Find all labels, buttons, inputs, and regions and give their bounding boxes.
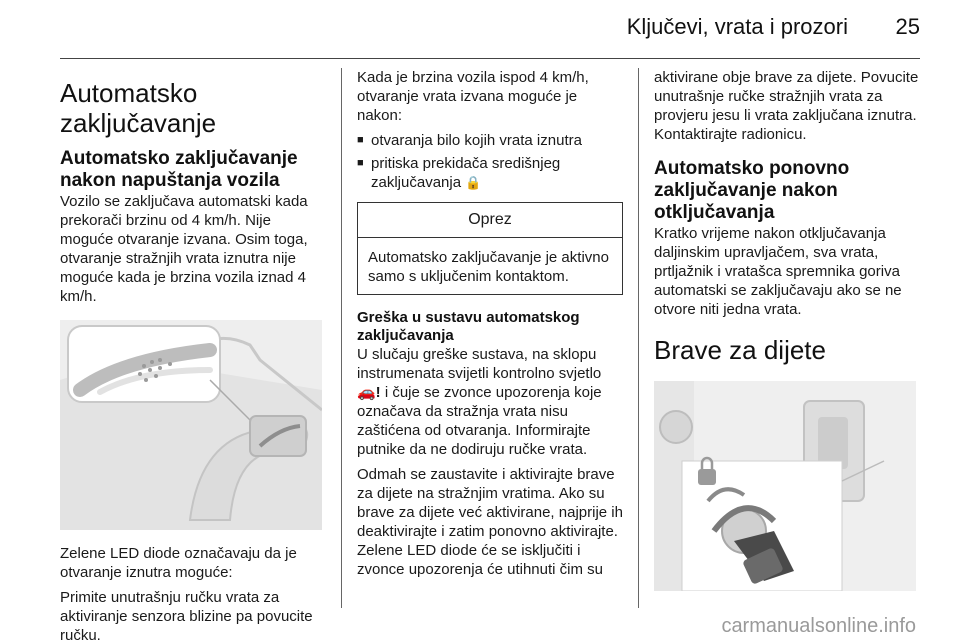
section-heading: Automatsko zaključavanje: [60, 78, 217, 138]
paragraph: Odmah se zaustavite i aktivirajte brave za dijete na stražnjim vratima. Ako su brave za dijete već aktivirane, najprije ih deaktivirajte i zatim ponovno aktivirajte. Zelene LED diode će se isključiti i zvonce upozorenja će utihnuti čim su: [357, 466, 623, 578]
column-divider: [341, 68, 342, 608]
paragraph: aktivirane obje brave za dijete. Povucite unutrašnje ručke stražnjih vrata za provjeru jesu li vrata zaključana iznutra. Kontaktirajte radionicu.: [654, 69, 919, 143]
column-2: [357, 68, 623, 585]
paragraph: Kada je brzina vozila ispod 4 km/h, otvaranje vrata izvana moguće je nakon:: [357, 69, 589, 124]
door-handle-image: [60, 320, 322, 530]
door-warning-icon: 🚗!: [357, 384, 381, 401]
paragraph: Primite unutrašnju ručku vrata za aktiviranje senzora blizine pa povucite ručku.: [60, 589, 313, 642]
paragraph-text: i čuje se zvonce upozorenja koje označava da stražnja vrata nisu zaštićena od otvaranja. Informirajte putnike da ne dodiruju ručke vrata.: [357, 384, 602, 458]
subsection-heading: Greška u sustavu automatskog zaključavanja: [357, 309, 580, 344]
column-3: [654, 68, 922, 591]
header-title: Ključevi, vrata i prozori: [626, 14, 848, 39]
child-lock-illustration: [654, 381, 916, 591]
subsection-heading: Automatsko ponovno zaključavanje nakon otključavanja: [654, 158, 850, 223]
paragraph: [357, 345, 623, 459]
list-item: ■ otvaranja bilo kojih vrata iznutra: [357, 131, 623, 150]
lock-icon: 🔒: [465, 175, 482, 190]
paragraph: Kratko vrijeme nakon otključavanja daljinskim upravljačem, sva vrata, prtljažnik i vratašca spremnika goriva automatski se zaključavaju ako se ne otvore niti jedna vrata.: [654, 225, 902, 318]
paragraph-text: U slučaju greške sustava, na sklopu instrumenata svijetli kontrolno svjetlo: [357, 346, 602, 382]
bullet-list: [357, 131, 623, 192]
watermark: carmanualsonline.info: [721, 615, 916, 637]
caution-box: [357, 202, 623, 295]
column-divider: [638, 68, 639, 608]
paragraph: Vozilo se zaključava automatski kada prekorači brzinu od 4 km/h. Nije moguće otvaranje izvana. Osim toga, otvaranje stražnjih vrata iznutra nije moguće kada je brzina vozila iznad 4 km/h.: [60, 193, 308, 305]
section-heading: Brave za dijete: [654, 335, 826, 365]
caution-title: Oprez: [358, 203, 622, 238]
child-lock-image: [654, 381, 916, 591]
door-handle-illustration: [60, 320, 322, 530]
caution-text: Automatsko zaključavanje je aktivno samo s uključenim kontaktom.: [368, 249, 609, 285]
subsection-heading: Automatsko zaključavanje nakon napuštanja vozila: [60, 148, 298, 191]
column-1: [60, 68, 325, 642]
header-rule: [60, 58, 920, 59]
page-number: 25: [895, 14, 920, 39]
list-item: [357, 154, 623, 192]
list-item-text: pritiska prekidača središnjeg zaključavanja: [371, 155, 561, 191]
paragraph: Zelene LED diode označavaju da je otvaranje iznutra moguće:: [60, 545, 297, 581]
